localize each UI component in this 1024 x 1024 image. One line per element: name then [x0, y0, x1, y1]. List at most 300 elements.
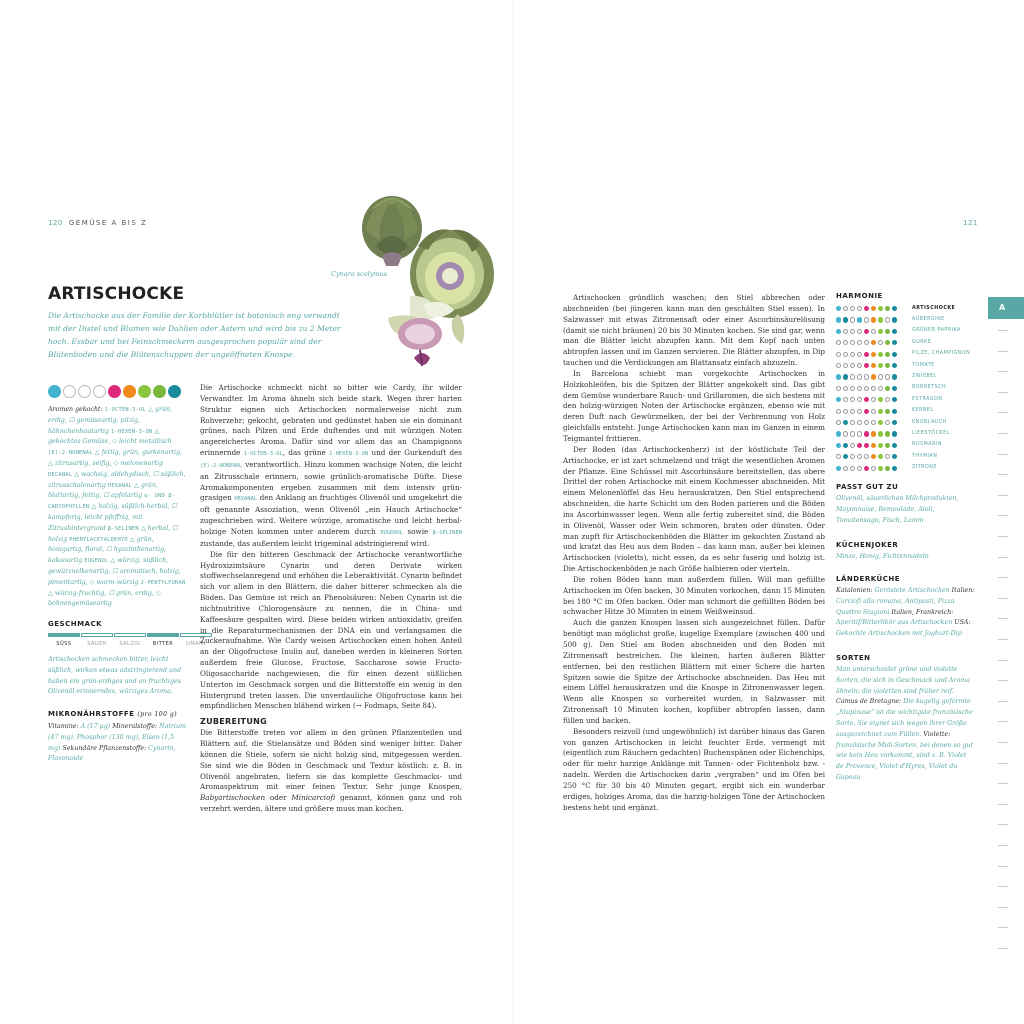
prep-term-1: Babyartischocken — [200, 793, 266, 803]
harmony-dot — [878, 352, 883, 357]
harmony-dot — [864, 420, 869, 425]
harmony-ingredient: LIEBSTÖCKEL — [912, 430, 950, 436]
harmony-dot — [864, 431, 869, 436]
harmony-dot — [857, 431, 862, 436]
page-gutter — [512, 0, 513, 1024]
right-folio — [963, 219, 984, 227]
paragraph-text: verantwortlich. Hinzu kommen wachsige Noten, die leicht an Zitrusschale erinnern, sowie grünlich-aromatische Düfte. Diese Aromakomponenten ergeben zusammen mit dem intensiv grün-grasigen — [200, 459, 462, 503]
harmony-dot — [850, 454, 855, 459]
harmony-dot — [843, 397, 848, 402]
vitamins-label: Vitamine: — [48, 723, 79, 730]
photo-caption: Cynara scolymus — [331, 270, 388, 278]
harmony-dot — [857, 409, 862, 414]
body-paragraph-2: Die für den bitteren Geschmack der Artischocke verantwortliche Hydroxizimtsäure Cynarin und deren Derivate wirken stoffwechselanregend und erhöhen die Leberaktivität. Cynarin befindet sich vor allem in den Blättern, die daher bitterer schmecken als die Böden. Das Gemüse ist reich an Phenolsäuren: Neben Cynarin ist die nichtnutritive Chlorogensäure zu nennen, die in China- und Kaffeesäure gespalten wird. Diese beiden wirken antioxidativ, greifen in die Reparaturmechanismen der DNA ein und verlangsamen die Zuckeraufnahme. Wie Cardy weisen Artischocken einen hohen Anteil an der Oligofructose Inulin auf, daneben werden in kleineren Sorten außerdem freie Glucose, Fructose, Saccharose sowie Fructo-Oligosaccharide nachgewiesen, die für einen dezent süßlichen Unterton im Geschmack sorgen und die Bitterstoffe ein wenig in den Hintergrund treten lassen. Die unverdauliche Oligofructose kann bei empfindlichen Menschen blähend wirken (→ Fodmaps, Seite 84). — [200, 549, 462, 711]
harmony-dot — [836, 340, 841, 345]
harmony-row — [836, 466, 899, 471]
harmony-dot — [836, 374, 841, 379]
violet-artichoke-illustration — [398, 318, 442, 366]
thumb-index-tick — [998, 392, 1008, 393]
harmony-dot — [857, 352, 862, 357]
country-cuisine-section — [836, 575, 976, 640]
body-paragraph-1 — [200, 383, 462, 550]
harmony-dot — [843, 363, 848, 368]
harmony-row — [836, 420, 899, 425]
thumb-index-tick — [998, 639, 1008, 640]
harmony-dot — [878, 306, 883, 311]
harmony-dot — [892, 454, 897, 459]
harmony-dot — [878, 466, 883, 471]
pairs-well-text: Olivenöl, säuerlichen Milchprodukten, Mayonnaise, Remoulade, Aioli, Tomatensugo, Fisch, Lamm — [836, 495, 959, 524]
thumb-index-tick — [998, 433, 1008, 434]
thumb-index-tick — [998, 927, 1008, 928]
harmony-dot — [871, 329, 876, 334]
harmony-dot — [864, 374, 869, 379]
harmony-dot — [892, 317, 897, 322]
harmony-dot — [885, 409, 890, 414]
harmony-dot — [850, 443, 855, 448]
harmony-dot — [885, 397, 890, 402]
harmony-dot — [857, 386, 862, 391]
harmony-dot — [878, 363, 883, 368]
harmony-row — [836, 352, 899, 357]
harmony-row — [836, 409, 899, 414]
pairs-well-heading: PASST GUT ZU — [836, 483, 899, 491]
varieties-heading: SORTEN — [836, 654, 871, 662]
harmony-dot — [864, 363, 869, 368]
section-running-head: GEMÜSE A BIS Z — [68, 219, 148, 227]
harmony-dot — [892, 306, 897, 311]
aroma-dot-2 — [63, 385, 76, 398]
harmony-dot — [878, 397, 883, 402]
right-paragraph-3: Der Boden (das Artischockenherz) ist der köstlichste Teil der Artischocke, er ist zart schmelzend und trägt die wesentlichen Aromen der Pflanze. Eine Schüssel mit Ascorbinsäure bereitstellen, das obere Drittel der rohen Artischocke mit einem Kochmesser abschneiden. Mit einem Melonenlöffel das Heu herauskratzen. Den Stiel entsprechend abschneiden, die harte Schicht um den Boden parieren und die Böden ins Ascorbinwasser legen. Wenn alle fertig zubereitet sind, die Böden in Olivenöl, Wasser oder Wein schmoren, braten oder dünsten. Oder man zupft für Artischockenböden die Blätter im gekochten Zustand ab und kratzt das Heu aus dem Boden – das kann man, außer bei kleinen Artischocken (violetts), nicht essen, da es sehr faserig und holzig ist. Die Artischockenböden je nach Größe halbieren oder vierteln. — [563, 444, 825, 574]
harmony-dot — [857, 466, 862, 471]
main-text-column — [200, 383, 462, 815]
page-number-left: 120 — [48, 219, 63, 227]
aroma-dot-8 — [153, 385, 166, 398]
harmony-dot — [878, 443, 883, 448]
varieties-text — [836, 665, 976, 784]
harmony-ingredient: THYMIAN — [912, 453, 938, 459]
taste-bar-süss — [48, 633, 80, 637]
harmony-dot — [843, 443, 848, 448]
variety-camus-text: Die kugelig geformte „Stupinase“ ist die wichtigste französische Sorte. Sie eignet sich wegen ihrer Größe ausgezeichnet zum Füllen. — [836, 698, 973, 738]
paragraph-text: den Anklang an fruchtiges Olivenöl und umgekehrt die oft genannte Assoziation, wenn Olivenöl „ein Hauch Artischocke“ zugeschrieben wird. Weitere würzige, aromatische und leicht herbal-holzige Noten kommen unter anderem durch — [200, 493, 462, 536]
inline-compound: 1-OCTEN-3-OL — [243, 451, 283, 458]
minerals-label: Mineralstoffe: — [112, 723, 158, 730]
harmony-dot — [885, 363, 890, 368]
harmony-ingredient: ESTRAGON — [912, 396, 943, 402]
thumb-index-tick — [998, 536, 1008, 537]
varieties-section — [836, 654, 976, 784]
aroma-compound-3: (E)-2-NONENAL — [48, 450, 93, 457]
varieties-intro: Man unterscheidet grüne und violette Sorten, die sich in Geschmack und Aroma ähneln; die violetten sind früher reif. — [836, 666, 970, 695]
harmony-dot — [871, 454, 876, 459]
preparation-paragraph — [200, 728, 462, 815]
harmony-dot — [836, 363, 841, 368]
country-cuisine-heading: LÄNDERKÜCHE — [836, 575, 900, 583]
aroma-description-1: △ grün, erdig, ☐ gemüseartig, pilzig, hähnchenhautartig — [48, 406, 173, 435]
thumb-index-tick — [998, 886, 1008, 887]
preparation-heading: ZUBEREITUNG — [200, 717, 267, 727]
aroma-dot-3 — [78, 385, 91, 398]
harmony-dot — [871, 374, 876, 379]
thumb-index-tick — [998, 330, 1008, 331]
paragraph-text: sowie — [403, 526, 433, 536]
aroma-compound-9: EUGENOL — [84, 558, 109, 565]
page-number-right: 121 — [963, 219, 978, 227]
harmony-dot — [864, 340, 869, 345]
country-label-1: Katalonien: — [836, 587, 873, 594]
thumb-index-tick — [998, 660, 1008, 661]
harmony-dot — [871, 363, 876, 368]
harmony-ingredient: AUBERGINE — [912, 316, 945, 322]
harmony-dot — [878, 317, 883, 322]
aroma-color-dots — [48, 385, 181, 398]
aroma-description-7: △ herbal, ☐ holzig — [48, 524, 178, 543]
aroma-list — [48, 405, 188, 610]
harmony-dot — [885, 317, 890, 322]
aroma-description-3: △ fettig, grün, gurkenartig, △ zitrusartig, seifig, ◇ melonenartig — [48, 449, 182, 467]
aromas-label: Aromen gekocht: — [48, 406, 103, 413]
harmony-dot — [892, 329, 897, 334]
taste-scale-bars — [48, 633, 212, 637]
harmony-dot — [850, 466, 855, 471]
harmony-dot — [885, 443, 890, 448]
thumb-index-tick — [998, 495, 1008, 496]
harmony-dot — [850, 363, 855, 368]
harmony-row — [836, 306, 899, 311]
harmony-dot — [878, 329, 883, 334]
harmony-ingredient: PILZE, CHAMPIGNON — [912, 351, 971, 357]
harmony-dot — [857, 317, 862, 322]
aroma-description-4: △ wachsig, aldehydisch, ☐ süßlich, zitrusschalenartig — [48, 470, 186, 489]
aroma-compound-1: 1-OCTEN-3-OL — [104, 407, 147, 413]
kitchen-joker-section — [836, 541, 976, 563]
thumb-index-tick — [998, 907, 1008, 908]
harmony-dot — [892, 374, 897, 379]
harmony-dot — [892, 386, 897, 391]
harmony-row — [836, 386, 899, 391]
taste-label-sauer: SAUER — [87, 641, 107, 647]
taste-scale-labels — [48, 641, 212, 647]
harmony-row — [836, 340, 899, 345]
harmony-dot — [843, 374, 848, 379]
harmony-dot — [850, 397, 855, 402]
harmony-dot — [836, 409, 841, 414]
taste-bar-sauer — [81, 633, 113, 637]
taste-label-süss: SÜSS — [56, 641, 72, 647]
thumb-index-tick — [998, 371, 1008, 372]
harmony-dot — [850, 409, 855, 414]
harmony-dot — [885, 329, 890, 334]
harmony-dot — [878, 409, 883, 414]
harmony-dot — [864, 454, 869, 459]
harmony-dot — [843, 454, 848, 459]
harmony-dot — [843, 420, 848, 425]
harmony-dot — [843, 386, 848, 391]
harmony-dot — [871, 352, 876, 357]
taste-bar-salzig — [114, 633, 146, 637]
left-folio — [48, 219, 147, 227]
inline-compound: HEXANAL — [234, 496, 258, 503]
harmony-ingredient: ROSMARIN — [912, 442, 942, 448]
harmony-dot — [857, 443, 862, 448]
variety-camus-label: Camus de Bretagne: — [836, 698, 902, 706]
aroma-compound-6: α- UND β-CARYOPHYLLEN — [48, 493, 176, 511]
inline-compound: β-SELINEN — [432, 529, 463, 536]
paragraph-text: Die Artischocke schmeckt nicht so bitter wie Cardy, ihr wilder Verwandter. Im Aroma ähneln sich beide stark. Wegen ihrer harten Struktur eignen sich Artischocken normalerweise nicht zum Rohverzehr; gekocht, gebraten und gedünstet haben sie ein dominant grünes, nach Pilzen und Erde duftendes und mit würzigen Noten angereichertes Aroma. Dafür sind vor allem das an Champignons erinnernde — [200, 383, 462, 458]
thumb-index-tick — [998, 783, 1008, 784]
harmony-dot — [871, 397, 876, 402]
harmony-dot — [864, 317, 869, 322]
aroma-description-9: △ würzig, süßlich, gewürznelkenartig, ☐ aromatisch, holzig, pimentartig, ◇ warm-würzig — [48, 557, 181, 586]
harmony-dot — [885, 352, 890, 357]
country-dish-3: Aperitif/Bitterlikör aus Artischocken — [836, 619, 955, 627]
harmony-dot — [857, 454, 862, 459]
harmony-dot — [864, 397, 869, 402]
kitchen-joker-heading: KÜCHENJOKER — [836, 541, 899, 549]
aroma-compound-2: 1-HEXEN-3-ON — [111, 428, 153, 435]
artichoke-photo — [340, 186, 500, 382]
harmony-dot — [843, 466, 848, 471]
micronutrients-sub: (pro 100 g) — [137, 711, 178, 718]
right-paragraph-5: Auch die ganzen Knospen lassen sich ausgezeichnet füllen. Dafür benötigt man möglichst große, kugelige Exemplare (zwischen 400 und 500 g). Den Stiel am Boden abschneiden und den Boden mit Zitronensaft bestreichen. Die kleinen, harten äußeren Blätter entfernen, bei den restlichen Blättern mit einer Schere die harten Spitzen sowie die Spitze der Artischocke abschneiden. Das Heu mit einem Löffel herauskratzen und die Knospe in Zitronenwasser legen. Wenn alle Knospen so vorbereitet wurden, in Salzwasser mit Zitronensaft 10 Minuten kochen, kopfüber abtropfen lassen, dann füllen und backen. — [563, 618, 825, 725]
harmony-dot — [857, 397, 862, 402]
harmony-row — [836, 317, 899, 322]
harmony-dot — [892, 397, 897, 402]
aroma-dot-5 — [108, 385, 121, 398]
aroma-dot-4 — [93, 385, 106, 398]
harmony-dot — [836, 443, 841, 448]
thumb-index-tick — [998, 557, 1008, 558]
harmony-row — [836, 363, 899, 368]
thumb-index-tick — [998, 845, 1008, 846]
right-paragraph-1: Artischocken gründlich waschen; den Stiel abbrechen oder abschneiden (bei jüngeren kann man den geschälten Stiel essen). In Salzwasser mit etwas Zitronensaft oder einer Ascorbinsäurelösung (damit sie nicht bräunen) 20 bis 30 Minuten kochen. Sie sind gar, wenn man die Blätter leicht abzupfen kann. Mit dem Kopf nach unten abtropfen lassen und im Ganzen servieren. Die Blätter abzupfen, in Dip tauchen und die Verdickungen am Blattansatz einfach abzuzeln. — [563, 293, 825, 368]
harmony-ingredient: GRÜNER PAPRIKA — [912, 328, 961, 334]
aroma-dot-1 — [48, 385, 61, 398]
harmony-dot — [843, 329, 848, 334]
paragraph-text: und der Gurkenduft des — [368, 448, 462, 458]
thumb-index-tick — [998, 515, 1008, 516]
inline-compound: (E)-2-NONENAL — [200, 462, 243, 469]
micronutrients-text — [48, 722, 188, 765]
taste-label-bitter: BITTER — [152, 641, 174, 647]
harmony-dot — [850, 420, 855, 425]
harmony-heading: HARMONIE — [836, 292, 883, 300]
harmony-dot — [857, 340, 862, 345]
harmony-dot — [857, 420, 862, 425]
harmony-dot — [892, 431, 897, 436]
aroma-description-8: △ grün, honigartig, floral, ☐ hyazinthenartig, kakaoartig — [48, 535, 167, 565]
harmony-dot — [836, 466, 841, 471]
thumb-index-tick — [998, 618, 1008, 619]
harmony-dot — [871, 420, 876, 425]
thumb-index-tick — [998, 824, 1008, 825]
harmony-dot — [857, 363, 862, 368]
thumb-index-tick — [998, 763, 1008, 764]
harmony-dot — [850, 374, 855, 379]
harmony-dot — [864, 352, 869, 357]
harmony-dot — [850, 431, 855, 436]
harmony-dot — [843, 340, 848, 345]
harmony-dot — [892, 409, 897, 414]
harmony-row — [836, 329, 899, 334]
thumb-index-tick — [998, 351, 1008, 352]
harmony-dot — [850, 306, 855, 311]
harmony-dot — [836, 397, 841, 402]
aroma-dot-7 — [138, 385, 151, 398]
harmony-row — [836, 374, 899, 379]
harmony-ingredient: ARTISCHOCKE — [912, 305, 956, 311]
aroma-description-10: △ würzig-fruchtig, ☐ grün, erdig, ◇ bohnengemüseartig — [48, 589, 161, 608]
harmony-dot — [878, 374, 883, 379]
harmony-ingredient: ZWIEBEL — [912, 373, 937, 379]
harmony-dot — [850, 317, 855, 322]
harmony-dot — [857, 306, 862, 311]
harmony-dot — [850, 329, 855, 334]
thumb-index-tick — [998, 948, 1008, 949]
harmony-dot — [871, 409, 876, 414]
harmony-ingredient: TOMATE — [912, 362, 935, 368]
micronutrients-title: MIKRONÄHRSTOFFE — [48, 710, 135, 718]
harmony-dot — [836, 306, 841, 311]
harmony-dot — [836, 317, 841, 322]
taste-heading: GESCHMACK — [48, 620, 103, 628]
harmony-dot — [843, 352, 848, 357]
aroma-compound-5: HEXANAL — [107, 482, 132, 489]
inline-compound: 1-HEXEN-3-ON — [329, 451, 369, 458]
right-paragraph-6: Besonders reizvoll (und ungewöhnlich) ist darüber hinaus das Garen von ganzen Artischocken in leicht feuchter Erde, vermengt mit (eigentlich zum Räuchern gedachten) Buchenspänen oder Eichenchips, oder für mehr harzige Anklänge mit Tannen- oder Fichtenholz bzw. -nadeln. Werden die Artischocken darin „vergraben“ und im Ofen bei 250 °C für 30 bis 40 Minuten gegart, ergibt sich ein wunderbar erdiges, holziges Aroma, das die harzig-holzigen Töne der Artischocken bestens hebt und ergänzt. — [563, 726, 825, 812]
harmony-dot — [885, 454, 890, 459]
harmony-dot — [878, 454, 883, 459]
harmony-dot — [843, 306, 848, 311]
harmony-row — [836, 397, 899, 402]
whole-artichoke-illustration — [362, 196, 422, 266]
harmony-dot — [878, 420, 883, 425]
harmony-dot — [864, 443, 869, 448]
thumb-index-tick — [998, 680, 1008, 681]
harmony-ingredient: GURKE — [912, 339, 932, 345]
harmony-dot — [892, 340, 897, 345]
intro-text: Die Artischocke aus der Familie der Korbblütler ist botanisch eng verwandt mit der Distel und Blumen wie Dahlien oder Astern und wird bis zu 2 Meter hoch. Essbar und bei Feinschmeckern ausgesprochen populär sind der Blütenboden und die Blütenschuppen der ungeöffneten Knospe. — [48, 311, 341, 359]
harmony-ingredient: ZITRONE — [912, 465, 937, 471]
thumb-index-tick — [998, 701, 1008, 702]
thumb-index-tick — [998, 412, 1008, 413]
harmony-dot — [843, 317, 848, 322]
thumb-index-tick — [998, 598, 1008, 599]
paragraph-text: zustande, das außerdem leicht trigeminal adstringierend wird. — [200, 538, 430, 548]
right-paragraph-4: Die rohen Böden kann man außerdem füllen. Will man gefüllte Artischocken im Ofen backen, 30 Minuten vorkochen, dann 15 Minuten bei 180 °C im Ofen backen. Oder man schmort die gefüllten Böden bei schwacher Hitze 30 Minuten in einem Weißweinsud. — [563, 574, 825, 617]
harmony-dot — [871, 431, 876, 436]
harmony-dot — [885, 431, 890, 436]
country-label-2: Italien: — [951, 587, 975, 594]
thumb-index-tick — [998, 577, 1008, 578]
aroma-compound-8: PHENYLACETALDEHYD — [69, 536, 128, 543]
harmony-dot — [850, 352, 855, 357]
harmony-dot — [871, 443, 876, 448]
vitamins-value: A (17 µg) — [78, 723, 113, 730]
aroma-dot-9 — [168, 385, 181, 398]
minerals-value: Natrium (47 mg), Phosphor (130 mg), Eisen (1,5 mg) — [48, 723, 186, 752]
variety-violette-label: Violette: — [923, 730, 951, 738]
harmony-dot — [864, 386, 869, 391]
harmony-dot — [850, 386, 855, 391]
thumb-index-tick — [998, 742, 1008, 743]
country-dish-1: Geröstete Artischocken — [872, 587, 952, 594]
harmony-dot — [871, 317, 876, 322]
harmony-dot — [836, 420, 841, 425]
prep-term-2: Minicarciofi — [291, 793, 336, 803]
harmony-dot — [892, 363, 897, 368]
harmony-dot — [836, 386, 841, 391]
prep-text-a: Die Bitterstoffe treten vor allem in den grünen Pflanzenteilen und Blättern auf, die Stielansätze und Böden sind weniger bitter. Daher können die Stiele, sofern sie nicht holzig sind, mitgegessen werden. Sie sind wie die Böden in Geschmack und Textur köstlich: z. B. in Olivenöl angebraten, liefern sie das komplette Geschmacks- und Aromaspektrum mit einer feinen Textur. Sehr junge Knospen, — [200, 728, 462, 792]
harmony-row — [836, 443, 899, 448]
harmony-ingredient: KERBEL — [912, 408, 934, 414]
prep-text-b: oder — [265, 793, 292, 803]
harmony-dot — [878, 386, 883, 391]
taste-label-umami: UMAMI — [186, 641, 206, 647]
taste-description: Artischocken schmecken bitter, leicht süßlich, wirken etwas adstringierend und haben ein grün-erdiges und an fruchtiges Olivenöl erinnerndes, würziges Aroma. — [48, 656, 182, 696]
harmony-dot — [836, 329, 841, 334]
harmony-dot — [885, 340, 890, 345]
harmony-dot — [843, 431, 848, 436]
page-title: ARTISCHOCKE — [48, 284, 185, 304]
harmony-dot — [885, 386, 890, 391]
aroma-description-5: △ grün, blattartig, fettig, ☐ apfelartig — [48, 481, 158, 500]
thumb-index-tick — [998, 866, 1008, 867]
harmony-dot — [885, 420, 890, 425]
harmony-dot — [892, 352, 897, 357]
thumb-index-tick — [998, 721, 1008, 722]
country-label-4: USA: — [954, 619, 971, 627]
country-dish-4: Gekochte Artischocken mit Joghurt-Dip — [836, 630, 962, 638]
variety-violette-text: französische Midi-Sorten, bei denen so gut wie kein Heu vorkommt, sind z. B. Violet de Provence, Violet d'Hyres, Violet du Gapeau — [836, 741, 974, 781]
harmony-dot — [892, 466, 897, 471]
harmony-dot — [892, 443, 897, 448]
harmony-dot — [857, 374, 862, 379]
kitchen-joker-text: Minze, Honig, Fichtennadeln — [836, 553, 929, 560]
aroma-compound-4: DECANAL — [48, 471, 73, 478]
country-cuisine-text — [836, 586, 976, 640]
inline-compound: EUGENOL — [380, 529, 404, 536]
aroma-compound-10: 2-PENTYLFURAN — [140, 579, 186, 586]
thumb-index-tick — [998, 474, 1008, 475]
pairs-well-section — [836, 483, 976, 526]
thumb-index-tab-a[interactable]: A — [988, 297, 1024, 319]
aroma-description-6: △ holzig, süßlich-herbal, ☐ kampferig, leicht pfeffrig, mit Zitrushintergrund — [48, 503, 177, 532]
paragraph-text: , das grüne — [282, 448, 330, 458]
harmony-dot — [836, 431, 841, 436]
taste-bar-bitter — [147, 633, 179, 637]
harmony-dot — [871, 386, 876, 391]
harmony-dot — [871, 340, 876, 345]
harmony-dot — [878, 431, 883, 436]
aroma-compound-7: β-SELINEN — [107, 525, 139, 532]
thumb-index-tick — [998, 804, 1008, 805]
thumb-index-tick — [998, 454, 1008, 455]
right-paragraph-2: In Barcelona schiebt man vorgekochte Artischocken in Holzkohleöfen, bis die Spitzen der Blätter angekokelt sind. Das gibt dem Gemüse wunderbare Rauch- und Grillaromen, die sich bestens mit den holzig-würzigen Noten der Artischocke ergänzen, ebenso wie mit deren Duft nach Gewürznelken, der bei der Verbrennung von Holz gleichfalls entsteht. Junge Artischocken kann man im Ganzen in einem Teigmantel frittieren. — [563, 368, 825, 443]
harmony-dot — [864, 466, 869, 471]
harmony-dot — [871, 306, 876, 311]
right-text-column — [563, 293, 825, 814]
harmony-dot — [878, 340, 883, 345]
harmony-ingredient: KNOBLAUCH — [912, 419, 947, 425]
harmony-row — [836, 454, 899, 459]
taste-label-salzig: SALZIG — [119, 641, 141, 647]
harmony-dot — [885, 306, 890, 311]
phytochem-label: Sekundäre Pflanzenstoffe: — [62, 744, 147, 752]
harmony-dot — [864, 306, 869, 311]
